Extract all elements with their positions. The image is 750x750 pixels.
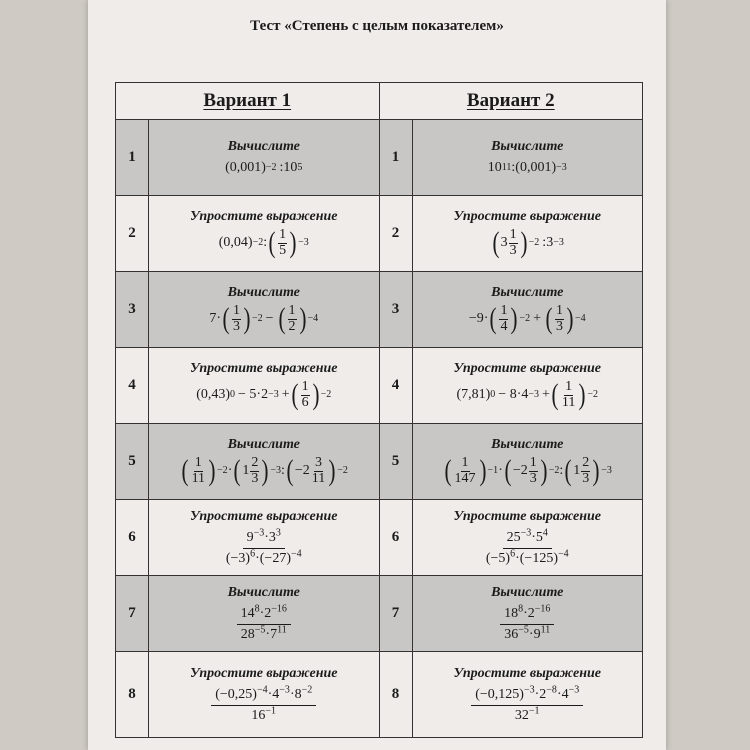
task-number: 3 [379, 272, 412, 348]
task-number: 8 [379, 652, 412, 738]
header-row [116, 83, 643, 120]
task-row-1 [116, 120, 643, 196]
task-label: Упростите выражение [189, 665, 338, 681]
task-label: Упростите выражение [453, 508, 602, 524]
task-label: Упростите выражение [453, 360, 602, 376]
expression: 7 · ( 1 3 ) −2 − ( 1 2 ) −4 [209, 302, 319, 335]
task-cell-v1 [149, 272, 380, 348]
task-cell-v1 [149, 348, 380, 424]
task-cell-v2 [412, 576, 643, 652]
task-number: 2 [116, 196, 149, 272]
task-number: 2 [379, 196, 412, 272]
expression: ( 3 1 3 ) −2 : 3 −3 [492, 226, 564, 259]
task-number: 7 [116, 576, 149, 652]
task-number: 1 [116, 120, 149, 196]
expression: (0,04) −2 : ( 1 5 ) −3 [218, 226, 309, 259]
task-row-3 [116, 272, 643, 348]
task-cell-v2 [412, 120, 643, 196]
expression: −9 · ( 1 4 ) −2 + ( 1 3 ) −4 [468, 302, 586, 335]
task-row-2 [116, 196, 643, 272]
task-row-8 [116, 652, 643, 738]
task-label: Упростите выражение [189, 360, 338, 376]
task-number: 7 [379, 576, 412, 652]
task-label: Вычислите [491, 436, 564, 452]
task-number: 4 [379, 348, 412, 424]
task-cell-v2 [412, 348, 643, 424]
task-cell-v1 [149, 424, 380, 500]
task-label: Вычислите [491, 139, 564, 154]
task-row-4 [116, 348, 643, 424]
task-label: Упростите выражение [189, 508, 338, 524]
task-label: Упростите выражение [453, 665, 602, 681]
task-cell-v1 [149, 652, 380, 738]
task-label: Вычислите [491, 584, 564, 600]
expression: (0,001) −2 : 10 5 [225, 160, 303, 175]
expression: ( 1 147 ) −1 · ( −2 1 3 ) −2 : ( 1 2 3 ) −3 [444, 454, 612, 487]
expression: (7,81) 0 − 8·4 −3 + ( 1 11 ) −2 [456, 378, 599, 411]
task-cell-v2 [412, 652, 643, 738]
page-title: Тест «Степень с целым показателем» [250, 18, 504, 34]
task-cell-v1 [149, 500, 380, 576]
expression: (0,43) 0 − 5·2 −3 + ( 1 6 ) −2 [196, 378, 332, 411]
task-row-7 [116, 576, 643, 652]
task-number: 4 [116, 348, 149, 424]
paper-sheet [88, 0, 666, 750]
task-cell-v1 [149, 120, 380, 196]
task-label: Вычислите [227, 436, 300, 452]
variant-2-header: Вариант 2 [379, 83, 643, 120]
expression: $\frac{(-0,25)^{-4}\cdot 4^{-3}\cdot 8^{-2}}{16^{-1}}$ [211, 687, 316, 724]
task-cell-v1 [149, 576, 380, 652]
task-row-6 [116, 500, 643, 576]
task-label: Упростите выражение [453, 208, 602, 224]
task-label: Вычислите [491, 284, 564, 300]
task-number: 5 [379, 424, 412, 500]
task-number: 5 [116, 424, 149, 500]
task-label: Вычислите [227, 284, 300, 300]
expression: $\frac{9^{-3}\cdot 3^3}{(-3)^6\cdot(-27)^{-4}}$ [225, 526, 302, 566]
test-table [115, 82, 643, 738]
task-number: 6 [379, 500, 412, 576]
task-row-5 [116, 424, 643, 500]
task-number: 3 [116, 272, 149, 348]
task-cell-v2 [412, 196, 643, 272]
expression: $\frac{18^8\cdot 2^{-16}}{36^{-5}\cdot 9^{11}}$ [500, 606, 554, 643]
expression: $\frac{25^{-3}\cdot 5^4}{(-5)^6\cdot(-125)^{-4}}$ [485, 526, 569, 566]
expression: $\frac{14^8\cdot 2^{-16}}{28^{-5}\cdot 7^{11}}$ [237, 606, 291, 643]
task-cell-v2 [412, 272, 643, 348]
task-cell-v2 [412, 424, 643, 500]
task-number: 8 [116, 652, 149, 738]
expression: ( 1 11 ) −2 · ( 1 2 3 ) −3 : ( −2 3 11 ) −2 [181, 454, 348, 487]
variant-1-header: Вариант 1 [116, 83, 380, 120]
task-cell-v2 [412, 500, 643, 576]
task-cell-v1 [149, 196, 380, 272]
task-number: 6 [116, 500, 149, 576]
task-label: Вычислите [227, 584, 300, 600]
task-label: Вычислите [227, 139, 300, 154]
expression: 10 11 : (0,001) −3 [487, 160, 567, 175]
expression: $\frac{(-0,125)^{-3}\cdot 2^{-8}\cdot 4^{-3}}{32^{-1}}$ [471, 687, 583, 724]
task-label: Упростите выражение [189, 208, 338, 224]
task-number: 1 [379, 120, 412, 196]
